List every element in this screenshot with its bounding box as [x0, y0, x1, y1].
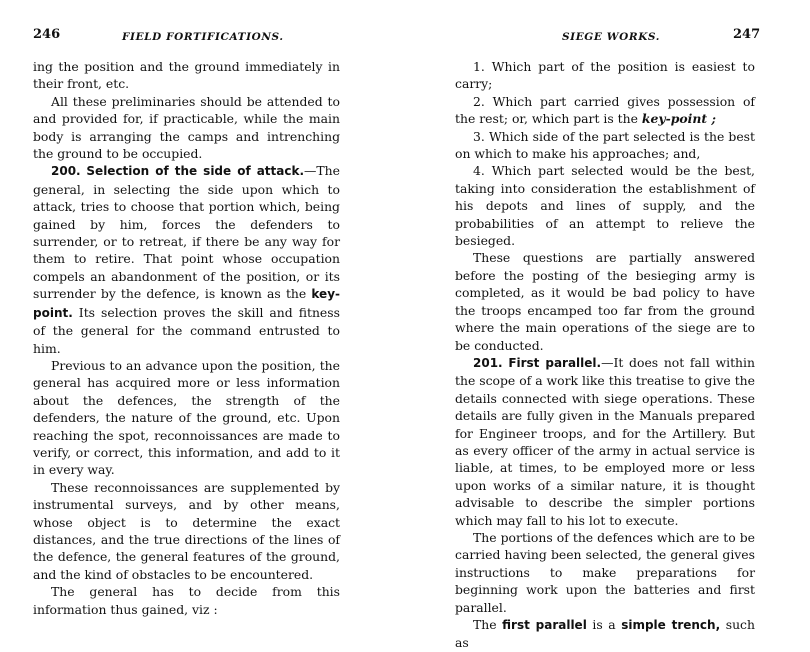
running-title: FIELD FORTIFICATIONS. — [122, 31, 284, 43]
page-number: 246 — [33, 27, 61, 42]
section-heading: Selection of the side of attack. — [86, 164, 305, 179]
section-heading: First parallel. — [508, 355, 602, 370]
section-number: 201. — [473, 355, 503, 370]
page-body — [33, 58, 340, 618]
page-number: 247 — [733, 27, 761, 42]
paragraph: All these preliminaries should be attended to and provided for, if practicable, while the main body is arranging the camps and intrenching the ground to be occupied. — [33, 93, 340, 162]
section-paragraph — [455, 354, 755, 529]
emphasized-term: simple trench, — [621, 618, 721, 632]
emphasized-term: first parallel — [502, 618, 587, 632]
paragraph-text: The — [473, 617, 503, 632]
list-item: 3. Which side of the part selected is the best on which to make his approaches; and, — [455, 128, 755, 162]
paragraph: These reconnoissances are supplemented by instrumental surveys, and by other means, whose object is to determine the exact distances, and the true directions of the lines of the defence, the general features of the ground, and the kind of obstacles to be encountered. — [33, 479, 340, 582]
paragraph-text: —The general, in selecting the side upon which to attack, tries to choose that portion which, being gained by him, forces the defenders to surrender, or to retreat, if there be any way for them to retire. That point whose occupation compels an abandonment of the position, or its surrender by the defence, is known as the — [33, 163, 340, 302]
list-item: 4. Which part selected would be the best, taking into consideration the establishment of his depots and lines of supply, and the probabilities of an attempt to relieve the besieged. — [455, 163, 755, 249]
emphasized-term: key-point. — [33, 287, 340, 320]
list-item — [455, 93, 755, 128]
paragraph — [455, 616, 755, 652]
emphasized-term: key-point ; — [641, 111, 716, 127]
list-item-text: 2. Which part carried gives possession of the rest; or, which part is the — [455, 93, 755, 127]
list-item: 1. Which part of the position is easiest to carry; — [455, 59, 755, 92]
paragraph-text: —It does not fall within the scope of a work like this treatise to give the details connected with siege operations. These details are fully given in the Manuals prepared for Engineer troops, and for the Artillery. But as every officer of the army in actual service is liable, at times, to be employed more or less upon works of a similar nature, it is thought advisable to describe the simpler portions which may fall to his lot to execute. — [455, 354, 755, 528]
right-page — [405, 0, 810, 651]
paragraph-text: is a — [586, 617, 622, 632]
paragraph-text: such as — [455, 617, 755, 651]
paragraph: ing the position and the ground immediately in their front, etc. — [33, 59, 340, 92]
paragraph-text: Its selection proves the skill and fitness of the general for the command entrusted to him. — [33, 304, 340, 356]
paragraph: The general has to decide from this information thus gained, viz : — [33, 584, 340, 617]
section-number: 200. — [51, 164, 81, 179]
left-page — [0, 0, 405, 617]
paragraph: These questions are partially answered before the posting of the besieging army is completed, as it would be bad policy to have the troops encamped too far from the ground where the main operations of the siege are to be conducted. — [455, 250, 755, 353]
page-body — [455, 58, 755, 652]
paragraph: Previous to an advance upon the position, the general has acquired more or less information about the defences, the strength of the defenders, the nature of the ground, etc. Upon reaching the spot, reconnoissances are made to verify, or correct, this information, and add to it in every way. — [33, 357, 340, 478]
section-paragraph — [33, 162, 340, 356]
paragraph: The portions of the defences which are to be carried having been selected, the general gives instructions to make preparations for beginning work upon the batteries and first parallel. — [455, 529, 755, 615]
running-title: SIEGE WORKS. — [562, 31, 660, 43]
